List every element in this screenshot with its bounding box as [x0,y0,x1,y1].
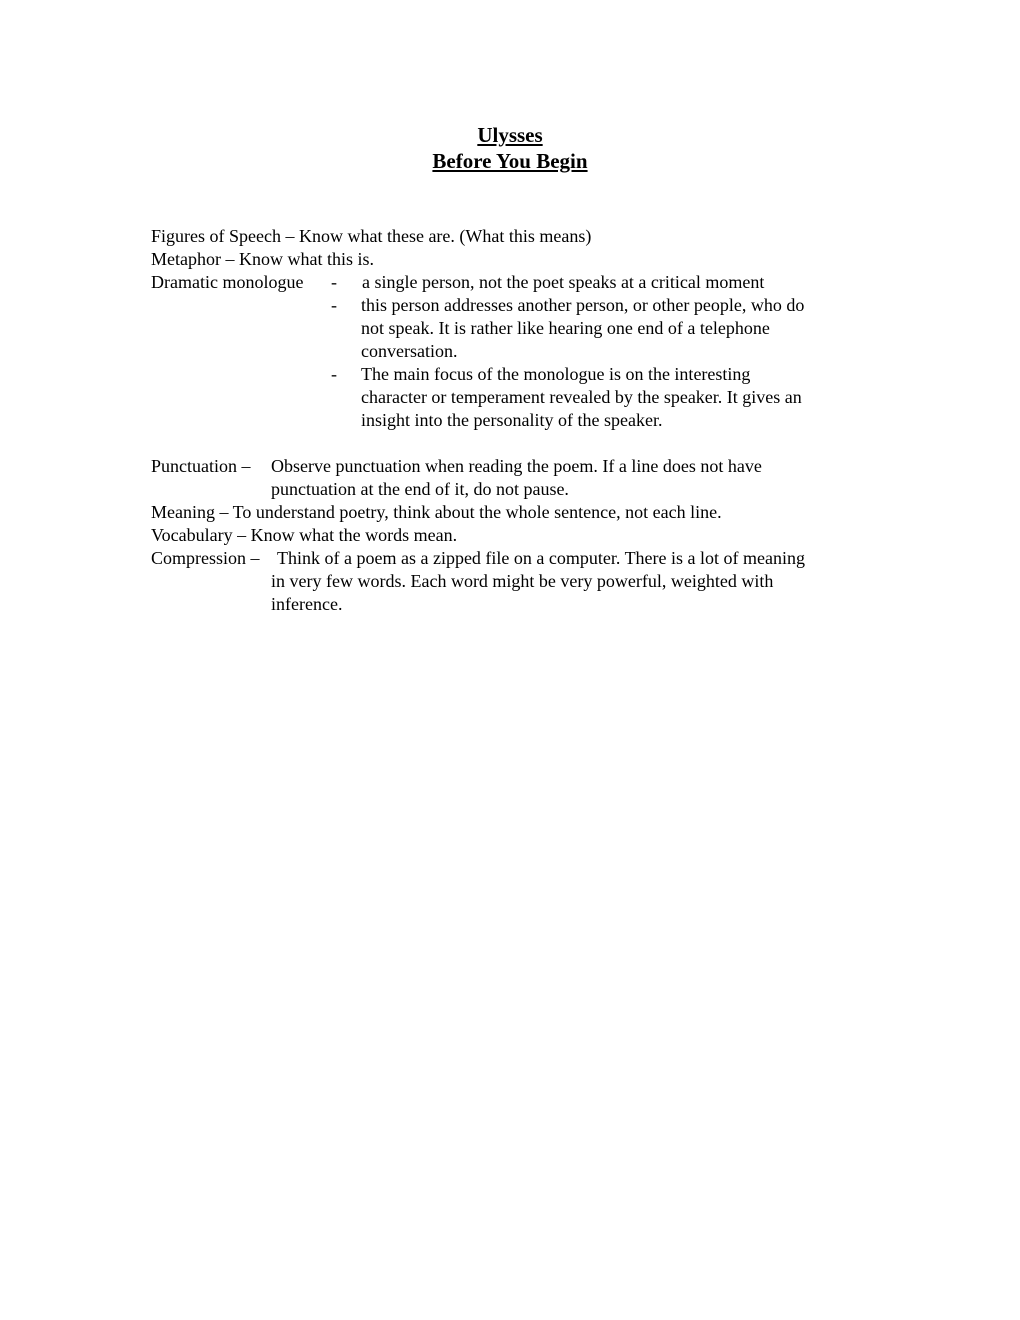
punctuation-line: punctuation at the end of it, do not pause. [271,479,569,499]
term-figures-of-speech: Figures of Speech – Know what these are. (What this means) [151,226,592,246]
bullet-dash: - [331,295,337,315]
term-meaning: Meaning – To understand poetry, think about the whole sentence, not each line. [151,502,722,522]
term-punctuation-label: Punctuation – [151,456,251,476]
monologue-point-line: not speak. It is rather like hearing one end of a telephone [361,318,770,338]
bullet-dash: - [331,272,337,292]
compression-line: inference. [271,594,343,614]
bullet-dash: - [331,364,337,384]
punctuation-line: Observe punctuation when reading the poem. If a line does not have [271,456,762,476]
term-metaphor: Metaphor – Know what this is. [151,249,374,269]
compression-line: in very few words. Each word might be very powerful, weighted with [271,571,774,591]
term-vocabulary: Vocabulary – Know what the words mean. [151,525,458,545]
monologue-point-line: character or temperament revealed by the speaker. It gives an [361,387,802,407]
monologue-point-line: a single person, not the poet speaks at a critical moment [362,272,765,292]
monologue-point-line: insight into the personality of the speaker. [361,410,663,430]
monologue-point-line: conversation. [361,341,458,361]
term-compression-label: Compression – [151,548,260,568]
monologue-point-line: The main focus of the monologue is on the interesting [361,364,751,384]
term-dramatic-monologue-label: Dramatic monologue [151,272,304,292]
compression-line: Think of a poem as a zipped file on a computer. There is a lot of meaning [277,548,806,568]
monologue-point-line: this person addresses another person, or other people, who do [361,295,805,315]
document-subtitle: Before You Begin [432,149,588,173]
document-title: Ulysses [477,123,543,147]
